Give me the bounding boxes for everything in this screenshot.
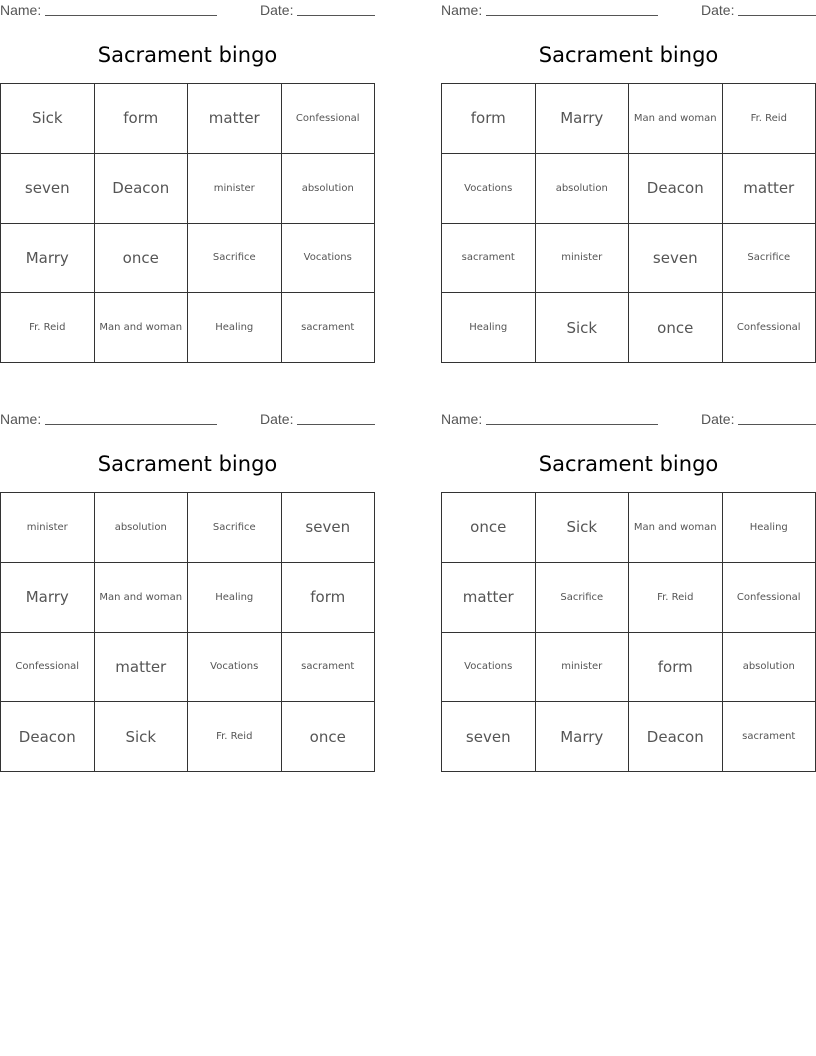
bingo-cell: Sacrifice [188,224,282,294]
bingo-cell: minister [1,493,95,563]
name-date-header [0,2,375,20]
bingo-cell: Sick [536,493,630,563]
name-field-line [486,15,658,16]
bingo-cell: Fr. Reid [629,563,723,633]
bingo-cell: absolution [723,633,816,703]
date-label: Date: [701,2,735,18]
bingo-cell: sacrament [282,633,376,703]
bingo-cell: Vocations [188,633,282,703]
bingo-card [0,0,375,365]
bingo-cell: form [95,84,189,154]
bingo-cell: Vocations [442,154,536,224]
bingo-cell: sacrament [282,293,376,363]
date-label: Date: [701,411,735,427]
bingo-cell: Vocations [442,633,536,703]
bingo-cell: absolution [282,154,376,224]
bingo-cell: minister [536,633,630,703]
bingo-cell: Confessional [282,84,376,154]
name-field-line [45,424,217,425]
bingo-cell: form [629,633,723,703]
bingo-card [441,0,816,365]
bingo-cell: Deacon [1,702,95,772]
bingo-cell: Deacon [95,154,189,224]
bingo-grid [0,83,375,363]
bingo-cell: matter [95,633,189,703]
card-title: Sacrament bingo [97,43,278,67]
bingo-cell: Deacon [629,154,723,224]
bingo-cell: Fr. Reid [723,84,816,154]
bingo-cell: sacrament [442,224,536,294]
bingo-cell: Sacrifice [188,493,282,563]
bingo-cell: Healing [188,563,282,633]
bingo-cell: Sacrifice [536,563,630,633]
card-title: Sacrament bingo [97,452,278,476]
date-label: Date: [260,411,294,427]
bingo-cell: Marry [536,702,630,772]
date-field-line [738,15,816,16]
bingo-cell: Sick [95,702,189,772]
card-title: Sacrament bingo [538,43,719,67]
bingo-cell: Healing [442,293,536,363]
name-label: Name: [441,411,483,427]
bingo-cell: Deacon [629,702,723,772]
bingo-cell: absolution [95,493,189,563]
bingo-cell: once [282,702,376,772]
bingo-cell: Sick [1,84,95,154]
bingo-cell: matter [723,154,816,224]
bingo-cell: form [442,84,536,154]
bingo-cell: Man and woman [95,563,189,633]
bingo-card [0,409,375,774]
bingo-cell: Confessional [723,293,816,363]
bingo-cell: once [95,224,189,294]
bingo-cell: minister [188,154,282,224]
bingo-cell: matter [442,563,536,633]
bingo-cell: Confessional [723,563,816,633]
bingo-cell: once [629,293,723,363]
bingo-cell: seven [1,154,95,224]
name-field-line [45,15,217,16]
bingo-cell: Confessional [1,633,95,703]
bingo-cell: Marry [1,563,95,633]
bingo-cell: Man and woman [95,293,189,363]
bingo-cell: seven [282,493,376,563]
date-label: Date: [260,2,294,18]
bingo-cell: sacrament [723,702,816,772]
bingo-cell: absolution [536,154,630,224]
name-date-header [441,2,816,20]
bingo-cell: minister [536,224,630,294]
bingo-cell: form [282,563,376,633]
date-field-line [738,424,816,425]
bingo-cell: Vocations [282,224,376,294]
bingo-card [441,409,816,774]
bingo-cell: seven [629,224,723,294]
bingo-cell: once [442,493,536,563]
name-label: Name: [0,411,42,427]
bingo-cell: matter [188,84,282,154]
bingo-cell: Fr. Reid [1,293,95,363]
bingo-cell: Man and woman [629,84,723,154]
bingo-cell: Sick [536,293,630,363]
bingo-cell: Healing [188,293,282,363]
date-field-line [297,15,375,16]
bingo-cell: Marry [536,84,630,154]
bingo-cell: Healing [723,493,816,563]
name-label: Name: [0,2,42,18]
bingo-cell: Fr. Reid [188,702,282,772]
bingo-cell: Marry [1,224,95,294]
bingo-grid [441,83,816,363]
name-date-header [0,411,375,429]
bingo-cell: Sacrifice [723,224,816,294]
bingo-grid [441,492,816,772]
bingo-grid [0,492,375,772]
name-label: Name: [441,2,483,18]
name-field-line [486,424,658,425]
date-field-line [297,424,375,425]
bingo-cell: seven [442,702,536,772]
bingo-cell: Man and woman [629,493,723,563]
name-date-header [441,411,816,429]
card-title: Sacrament bingo [538,452,719,476]
